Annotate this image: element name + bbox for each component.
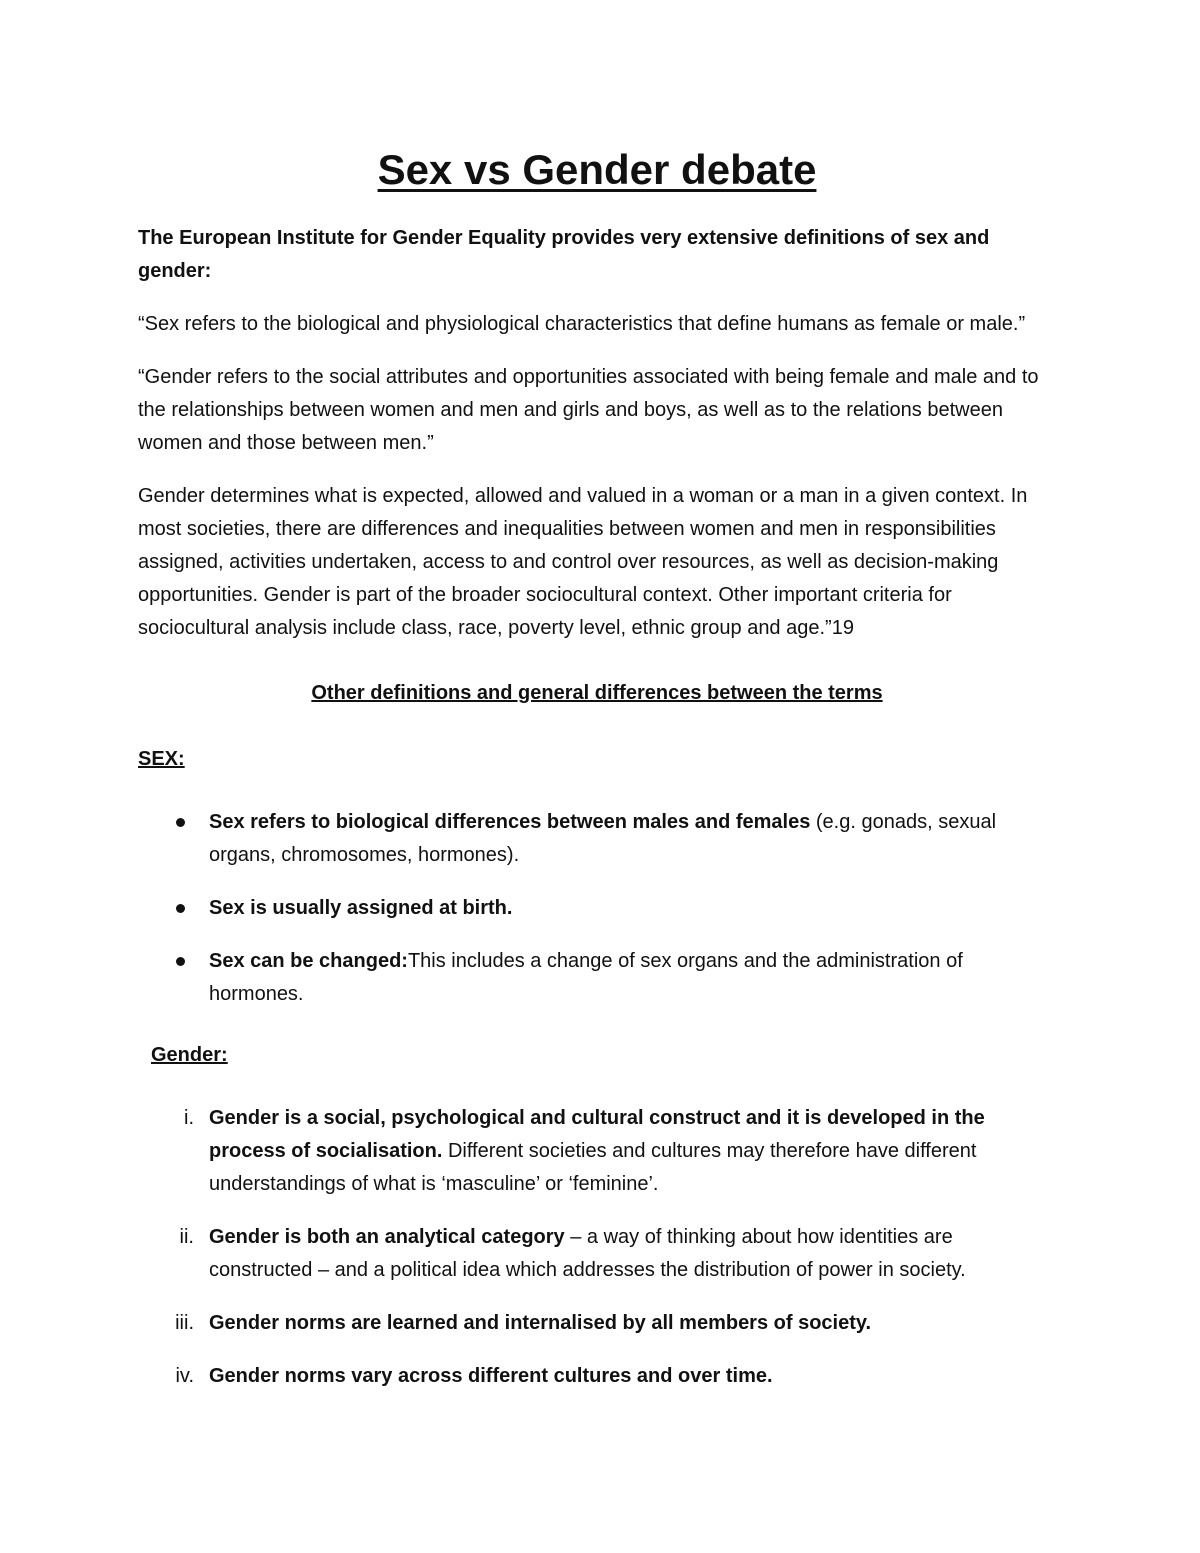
list-item-text: (e.g. gonads, sexual organs, chromosomes, hormones).	[209, 811, 997, 866]
bullet-icon	[176, 818, 185, 827]
list-item-text: This includes a change of sex organs and the administration of hormones.	[209, 950, 963, 1005]
sex-definition-quote: “Sex refers to the biological and physiological characteristics that define humans as female or male.”	[138, 313, 1026, 335]
list-item-bold: Sex refers to biological differences between males and females	[209, 811, 811, 833]
list-item-bold: Sex can be changed:	[209, 950, 408, 972]
gender-section-label: Gender:	[151, 1044, 228, 1066]
list-item	[138, 892, 1056, 925]
list-item-bold: Sex is usually assigned at birth.	[209, 897, 513, 919]
sex-section-label: SEX:	[138, 748, 185, 770]
section-subheading: Other definitions and general differences between the terms	[311, 682, 883, 704]
list-item	[138, 1102, 1056, 1201]
intro-paragraph: The European Institute for Gender Equality provides very extensive definitions of sex and gender:	[138, 227, 990, 282]
list-item	[138, 1360, 1056, 1393]
gender-numbered-list	[138, 1102, 1056, 1393]
list-item-bold: Gender is a social, psychological and cultural construct and it is developed in the process of socialisation.	[209, 1107, 985, 1162]
list-number: iii.	[175, 1312, 194, 1334]
page-title: Sex vs Gender debate	[377, 146, 817, 193]
list-item	[138, 1221, 1056, 1287]
list-item	[138, 945, 1056, 1011]
list-number: i.	[184, 1107, 194, 1129]
list-item	[138, 1307, 1056, 1340]
list-item-bold: Gender norms are learned and internalised by all members of society.	[209, 1312, 872, 1334]
list-item	[138, 806, 1056, 872]
list-number: iv.	[175, 1365, 194, 1387]
gender-context-paragraph: Gender determines what is expected, allowed and valued in a woman or a man in a given context. In most societies, there are differences and inequalities between women and men in responsibilities assigned, activities undertaken, access to and control over resources, as well as decision-making opportunities. Gender is part of the broader sociocultural context. Other important criteria for sociocultural analysis include class, race, poverty level, ethnic group and age.”19	[138, 485, 1028, 639]
list-item-text: Different societies and cultures may therefore have different understandings of what is ‘masculine’ or ‘feminine’.	[209, 1140, 977, 1195]
list-item-bold: Gender norms vary across different cultures and over time.	[209, 1365, 773, 1387]
list-number: ii.	[179, 1226, 194, 1248]
bullet-icon	[176, 904, 185, 913]
sex-bullet-list	[138, 806, 1056, 1011]
bullet-icon	[176, 957, 185, 966]
list-item-text: – a way of thinking about how identities are constructed – and a political idea which addresses the distribution of power in society.	[209, 1226, 966, 1281]
gender-definition-quote: “Gender refers to the social attributes and opportunities associated with being female and male and to the relationships between women and men and girls and boys, as well as to the relations between women and those between men.”	[138, 366, 1039, 454]
list-item-bold: Gender is both an analytical category	[209, 1226, 565, 1248]
